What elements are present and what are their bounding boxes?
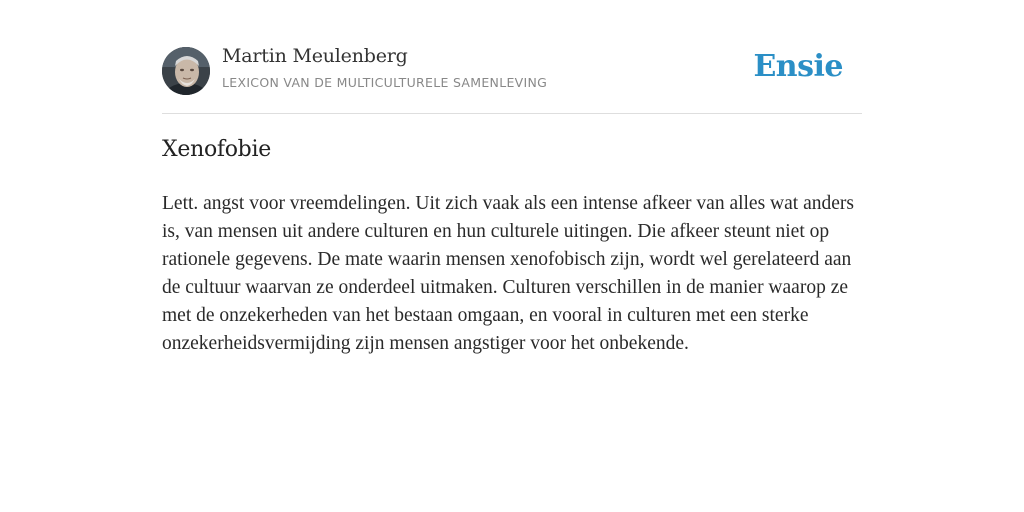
article-title: Xenofobie bbox=[162, 137, 271, 162]
ensie-logo[interactable]: Ensie bbox=[753, 49, 843, 84]
article-card bbox=[162, 0, 862, 354]
portrait-icon bbox=[162, 47, 210, 95]
author-name[interactable]: Martin Meulenberg bbox=[222, 45, 408, 67]
article-body: Lett. angst voor vreemdelingen. Uit zich vaak als een intense afkeer van alles wat anders is, van mensen uit andere culturen en hun culturele uitingen. Die afkeer steunt niet op rationele gegevens. De mate waarin mensen xenofobisch zijn, wordt wel gerelateerd aan de cultuur waarvan ze onderdeel uitmaken. Culturen verschillen in de manier waarop ze met de onzekerheden van het bestaan omgaan, en vooral in culturen met een sterke onzekerheidsvermijding zijn mensen angstiger voor het onbekende. bbox=[162, 193, 854, 354]
author-avatar[interactable] bbox=[162, 47, 210, 95]
article-header bbox=[162, 0, 862, 114]
publication-name[interactable]: LEXICON VAN DE MULTICULTURELE SAMENLEVING bbox=[222, 75, 548, 90]
